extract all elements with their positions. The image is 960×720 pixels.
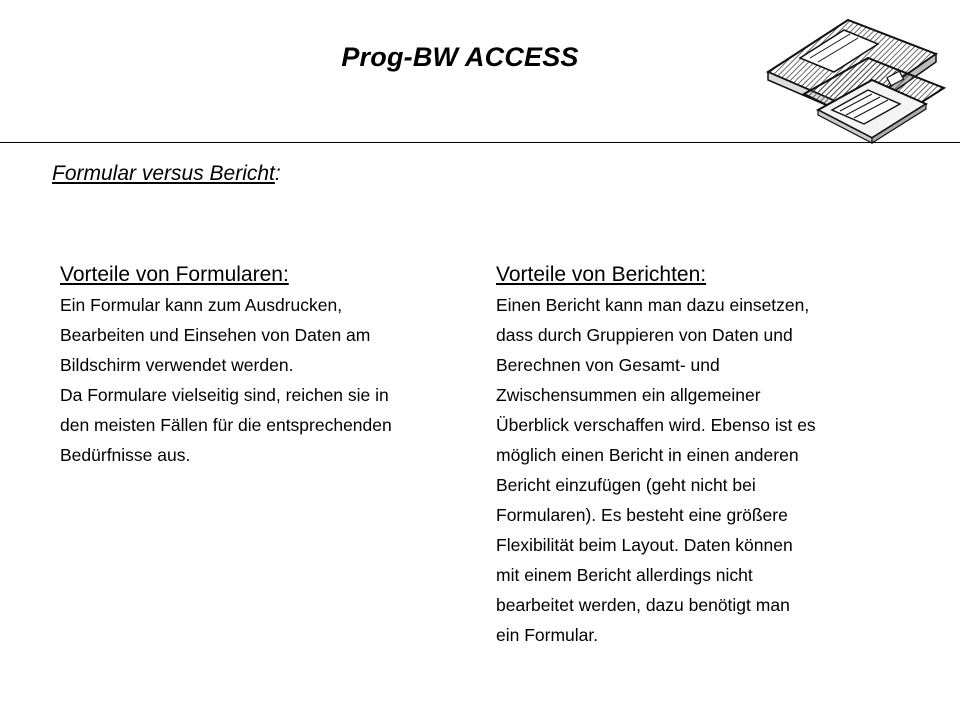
- berichte-line: bearbeitet werden, dazu benötigt man: [496, 595, 790, 615]
- section-heading-text: Formular versus Bericht: [52, 162, 275, 185]
- berichte-line: Einen Bericht kann man dazu einsetzen,: [496, 295, 810, 315]
- berichte-line: Zwischensummen ein allgemeiner: [496, 385, 761, 405]
- berichte-line: dass durch Gruppieren von Daten und: [496, 325, 793, 345]
- formulare-line: Bearbeiten und Einsehen von Daten am: [60, 325, 371, 345]
- berichte-line: ein Formular.: [496, 625, 599, 645]
- formulare-line: Bedürfnisse aus.: [60, 445, 191, 465]
- berichte-line: Bericht einzufügen (geht nicht bei: [496, 475, 756, 495]
- section-heading: [52, 162, 281, 186]
- formulare-heading: Vorteile von Formularen:: [60, 263, 289, 286]
- section-heading-colon: :: [274, 162, 281, 185]
- floppy-disks-icon: [760, 14, 960, 144]
- berichte-line: mit einem Bericht allerdings nicht: [496, 565, 753, 585]
- berichte-line: Flexibilität beim Layout. Daten können: [496, 535, 793, 555]
- berichte-line: möglich einen Bericht in einen anderen: [496, 445, 799, 465]
- berichte-line: Überblick verschaffen wird. Ebenso ist es: [496, 415, 816, 435]
- title-divider: [0, 142, 960, 143]
- formulare-line: Ein Formular kann zum Ausdrucken,: [60, 295, 343, 315]
- formulare-column: [60, 260, 480, 470]
- slide-title: Prog-BW ACCESS: [341, 42, 579, 72]
- berichte-heading: Vorteile von Berichten:: [496, 263, 707, 286]
- berichte-column: [496, 260, 936, 650]
- formulare-line: den meisten Fällen für die entsprechenden: [60, 415, 392, 435]
- berichte-line: Berechnen von Gesamt- und: [496, 355, 720, 375]
- berichte-line: Formularen). Es besteht eine größere: [496, 505, 788, 525]
- formulare-line: Bildschirm verwendet werden.: [60, 355, 294, 375]
- formulare-line: Da Formulare vielseitig sind, reichen sie in: [60, 385, 389, 405]
